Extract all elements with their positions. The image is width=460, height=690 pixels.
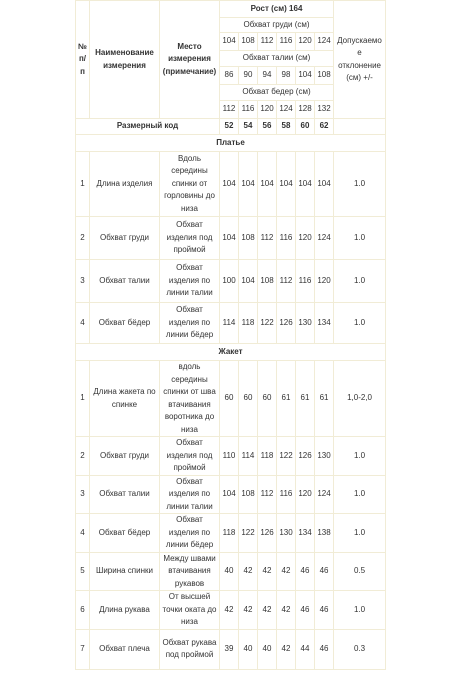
measurement-place: Обхват рукава под проймой bbox=[160, 629, 220, 669]
size-value: 46 bbox=[296, 591, 315, 630]
tolerance-value: 1.0 bbox=[334, 591, 386, 630]
section-title: Платье bbox=[76, 135, 386, 152]
size-value: 122 bbox=[258, 303, 277, 344]
hips-value: 120 bbox=[258, 101, 277, 119]
measurement-place: Вдоль середины спинки от горловины до низа bbox=[160, 152, 220, 217]
row-number: 1 bbox=[76, 152, 90, 217]
header-waist-label: Обхват талии (см) bbox=[220, 51, 334, 67]
tolerance-value: 1.0 bbox=[334, 475, 386, 514]
waist-value: 108 bbox=[315, 67, 334, 85]
measurement-place: Между швами втачивания рукавов bbox=[160, 552, 220, 591]
chest-value: 112 bbox=[258, 33, 277, 51]
measurement-place: вдоль середины спинки от шва втачивания воротника до низа bbox=[160, 361, 220, 437]
table-row bbox=[76, 437, 386, 476]
hips-value: 132 bbox=[315, 101, 334, 119]
size-value: 46 bbox=[296, 552, 315, 591]
table-row bbox=[76, 361, 386, 437]
measurement-name: Обхват плеча bbox=[90, 629, 160, 669]
measurement-name: Обхват талии bbox=[90, 260, 160, 303]
size-value: 42 bbox=[239, 591, 258, 630]
size-value: 116 bbox=[277, 217, 296, 260]
size-value: 130 bbox=[315, 437, 334, 476]
size-code-tolerance-empty bbox=[334, 119, 386, 135]
size-value: 124 bbox=[315, 217, 334, 260]
row-number: 3 bbox=[76, 475, 90, 514]
size-code-label: Размерный код bbox=[76, 119, 220, 135]
size-value: 44 bbox=[296, 629, 315, 669]
waist-value: 86 bbox=[220, 67, 239, 85]
size-code: 52 bbox=[220, 119, 239, 135]
header-name: Наименование измерения bbox=[90, 1, 160, 119]
size-value: 126 bbox=[277, 303, 296, 344]
size-value: 104 bbox=[239, 152, 258, 217]
header-chest-label: Обхват груди (см) bbox=[220, 18, 334, 33]
size-code: 54 bbox=[239, 119, 258, 135]
size-value: 114 bbox=[239, 437, 258, 476]
row-number: 4 bbox=[76, 514, 90, 553]
size-value: 46 bbox=[315, 629, 334, 669]
size-value: 104 bbox=[220, 475, 239, 514]
row-number: 2 bbox=[76, 217, 90, 260]
header-hips-label: Обхват бедер (см) bbox=[220, 85, 334, 101]
table-row bbox=[76, 591, 386, 630]
tolerance-value: 1.0 bbox=[334, 303, 386, 344]
measurement-place: Обхват изделия по линии бёдер bbox=[160, 303, 220, 344]
size-value: 42 bbox=[220, 591, 239, 630]
size-value: 42 bbox=[239, 552, 258, 591]
size-value: 120 bbox=[296, 475, 315, 514]
size-value: 60 bbox=[239, 361, 258, 437]
tolerance-value: 1.0 bbox=[334, 437, 386, 476]
waist-value: 98 bbox=[277, 67, 296, 85]
size-value: 104 bbox=[315, 152, 334, 217]
measurement-name: Обхват груди bbox=[90, 217, 160, 260]
hips-value: 124 bbox=[277, 101, 296, 119]
size-value: 42 bbox=[258, 591, 277, 630]
size-value: 104 bbox=[258, 152, 277, 217]
table-row bbox=[76, 260, 386, 303]
size-value: 104 bbox=[296, 152, 315, 217]
size-value: 39 bbox=[220, 629, 239, 669]
row-number: 2 bbox=[76, 437, 90, 476]
chest-value: 120 bbox=[296, 33, 315, 51]
measurement-name: Обхват талии bbox=[90, 475, 160, 514]
measurement-place: Обхват изделия по линии талии bbox=[160, 475, 220, 514]
chest-value: 104 bbox=[220, 33, 239, 51]
waist-value: 90 bbox=[239, 67, 258, 85]
tolerance-value: 0.3 bbox=[334, 629, 386, 669]
size-value: 40 bbox=[258, 629, 277, 669]
size-code: 56 bbox=[258, 119, 277, 135]
chest-value: 124 bbox=[315, 33, 334, 51]
header-no: № п/п bbox=[76, 1, 90, 119]
size-value: 104 bbox=[220, 217, 239, 260]
size-value: 118 bbox=[239, 303, 258, 344]
chest-value: 108 bbox=[239, 33, 258, 51]
table-row bbox=[76, 629, 386, 669]
measurement-place: Обхват изделия под проймой bbox=[160, 437, 220, 476]
size-value: 126 bbox=[258, 514, 277, 553]
measurement-place: Обхват изделия по линии бёдер bbox=[160, 514, 220, 553]
tolerance-value: 1.0 bbox=[334, 217, 386, 260]
size-value: 42 bbox=[277, 591, 296, 630]
size-value: 108 bbox=[258, 260, 277, 303]
section-header-row bbox=[76, 135, 386, 152]
tolerance-value: 1.0 bbox=[334, 152, 386, 217]
size-value: 112 bbox=[258, 217, 277, 260]
size-value: 114 bbox=[220, 303, 239, 344]
tolerance-value: 0.5 bbox=[334, 552, 386, 591]
size-value: 108 bbox=[239, 217, 258, 260]
measurement-name: Длина рукава bbox=[90, 591, 160, 630]
size-value: 122 bbox=[239, 514, 258, 553]
header-height: Рост (см) 164 bbox=[220, 1, 334, 18]
size-value: 116 bbox=[277, 475, 296, 514]
measurement-name: Обхват бёдер bbox=[90, 514, 160, 553]
waist-value: 94 bbox=[258, 67, 277, 85]
size-value: 112 bbox=[277, 260, 296, 303]
size-value: 40 bbox=[239, 629, 258, 669]
size-value: 42 bbox=[258, 552, 277, 591]
size-value: 46 bbox=[315, 591, 334, 630]
row-number: 4 bbox=[76, 303, 90, 344]
measurement-place: Обхват изделия по линии талии bbox=[160, 260, 220, 303]
size-value: 120 bbox=[315, 260, 334, 303]
table-row bbox=[76, 514, 386, 553]
size-value: 40 bbox=[220, 552, 239, 591]
section-header-row bbox=[76, 344, 386, 361]
table-row bbox=[76, 552, 386, 591]
hips-value: 116 bbox=[239, 101, 258, 119]
size-value: 104 bbox=[220, 152, 239, 217]
tolerance-value: 1.0 bbox=[334, 514, 386, 553]
size-code: 60 bbox=[296, 119, 315, 135]
size-value: 61 bbox=[296, 361, 315, 437]
table-row bbox=[76, 152, 386, 217]
measurement-name: Обхват груди bbox=[90, 437, 160, 476]
hips-value: 112 bbox=[220, 101, 239, 119]
size-value: 124 bbox=[315, 475, 334, 514]
size-value: 134 bbox=[315, 303, 334, 344]
size-value: 110 bbox=[220, 437, 239, 476]
size-value: 61 bbox=[277, 361, 296, 437]
chest-value: 116 bbox=[277, 33, 296, 51]
size-value: 118 bbox=[258, 437, 277, 476]
measurement-name: Длина жакета по спинке bbox=[90, 361, 160, 437]
measurement-name: Ширина спинки bbox=[90, 552, 160, 591]
measurement-name: Длина изделия bbox=[90, 152, 160, 217]
size-value: 130 bbox=[296, 303, 315, 344]
size-value: 130 bbox=[277, 514, 296, 553]
size-code: 58 bbox=[277, 119, 296, 135]
measurement-place: Обхват изделия под проймой bbox=[160, 217, 220, 260]
size-value: 42 bbox=[277, 552, 296, 591]
measurement-place: От высшей точки оката до низа bbox=[160, 591, 220, 630]
size-value: 134 bbox=[296, 514, 315, 553]
size-value: 42 bbox=[277, 629, 296, 669]
row-number: 1 bbox=[76, 361, 90, 437]
size-value: 122 bbox=[277, 437, 296, 476]
hips-value: 128 bbox=[296, 101, 315, 119]
tolerance-value: 1,0-2,0 bbox=[334, 361, 386, 437]
size-value: 126 bbox=[296, 437, 315, 476]
table-row bbox=[76, 217, 386, 260]
size-value: 118 bbox=[220, 514, 239, 553]
size-value: 60 bbox=[258, 361, 277, 437]
header-tolerance: Допускаемое отклонение (см) +/- bbox=[334, 1, 386, 119]
size-value: 61 bbox=[315, 361, 334, 437]
size-code: 62 bbox=[315, 119, 334, 135]
size-value: 108 bbox=[239, 475, 258, 514]
row-number: 3 bbox=[76, 260, 90, 303]
size-chart-table bbox=[75, 0, 386, 670]
size-value: 120 bbox=[296, 217, 315, 260]
header-place: Место измерения (примечание) bbox=[160, 1, 220, 119]
row-number: 7 bbox=[76, 629, 90, 669]
size-value: 60 bbox=[220, 361, 239, 437]
size-value: 138 bbox=[315, 514, 334, 553]
size-value: 104 bbox=[239, 260, 258, 303]
table-row bbox=[76, 475, 386, 514]
waist-value: 104 bbox=[296, 67, 315, 85]
size-value: 104 bbox=[277, 152, 296, 217]
size-value: 46 bbox=[315, 552, 334, 591]
table-row bbox=[76, 303, 386, 344]
section-title: Жакет bbox=[76, 344, 386, 361]
measurement-name: Обхват бёдер bbox=[90, 303, 160, 344]
row-number: 5 bbox=[76, 552, 90, 591]
size-value: 100 bbox=[220, 260, 239, 303]
tolerance-value: 1.0 bbox=[334, 260, 386, 303]
size-value: 116 bbox=[296, 260, 315, 303]
size-value: 112 bbox=[258, 475, 277, 514]
row-number: 6 bbox=[76, 591, 90, 630]
